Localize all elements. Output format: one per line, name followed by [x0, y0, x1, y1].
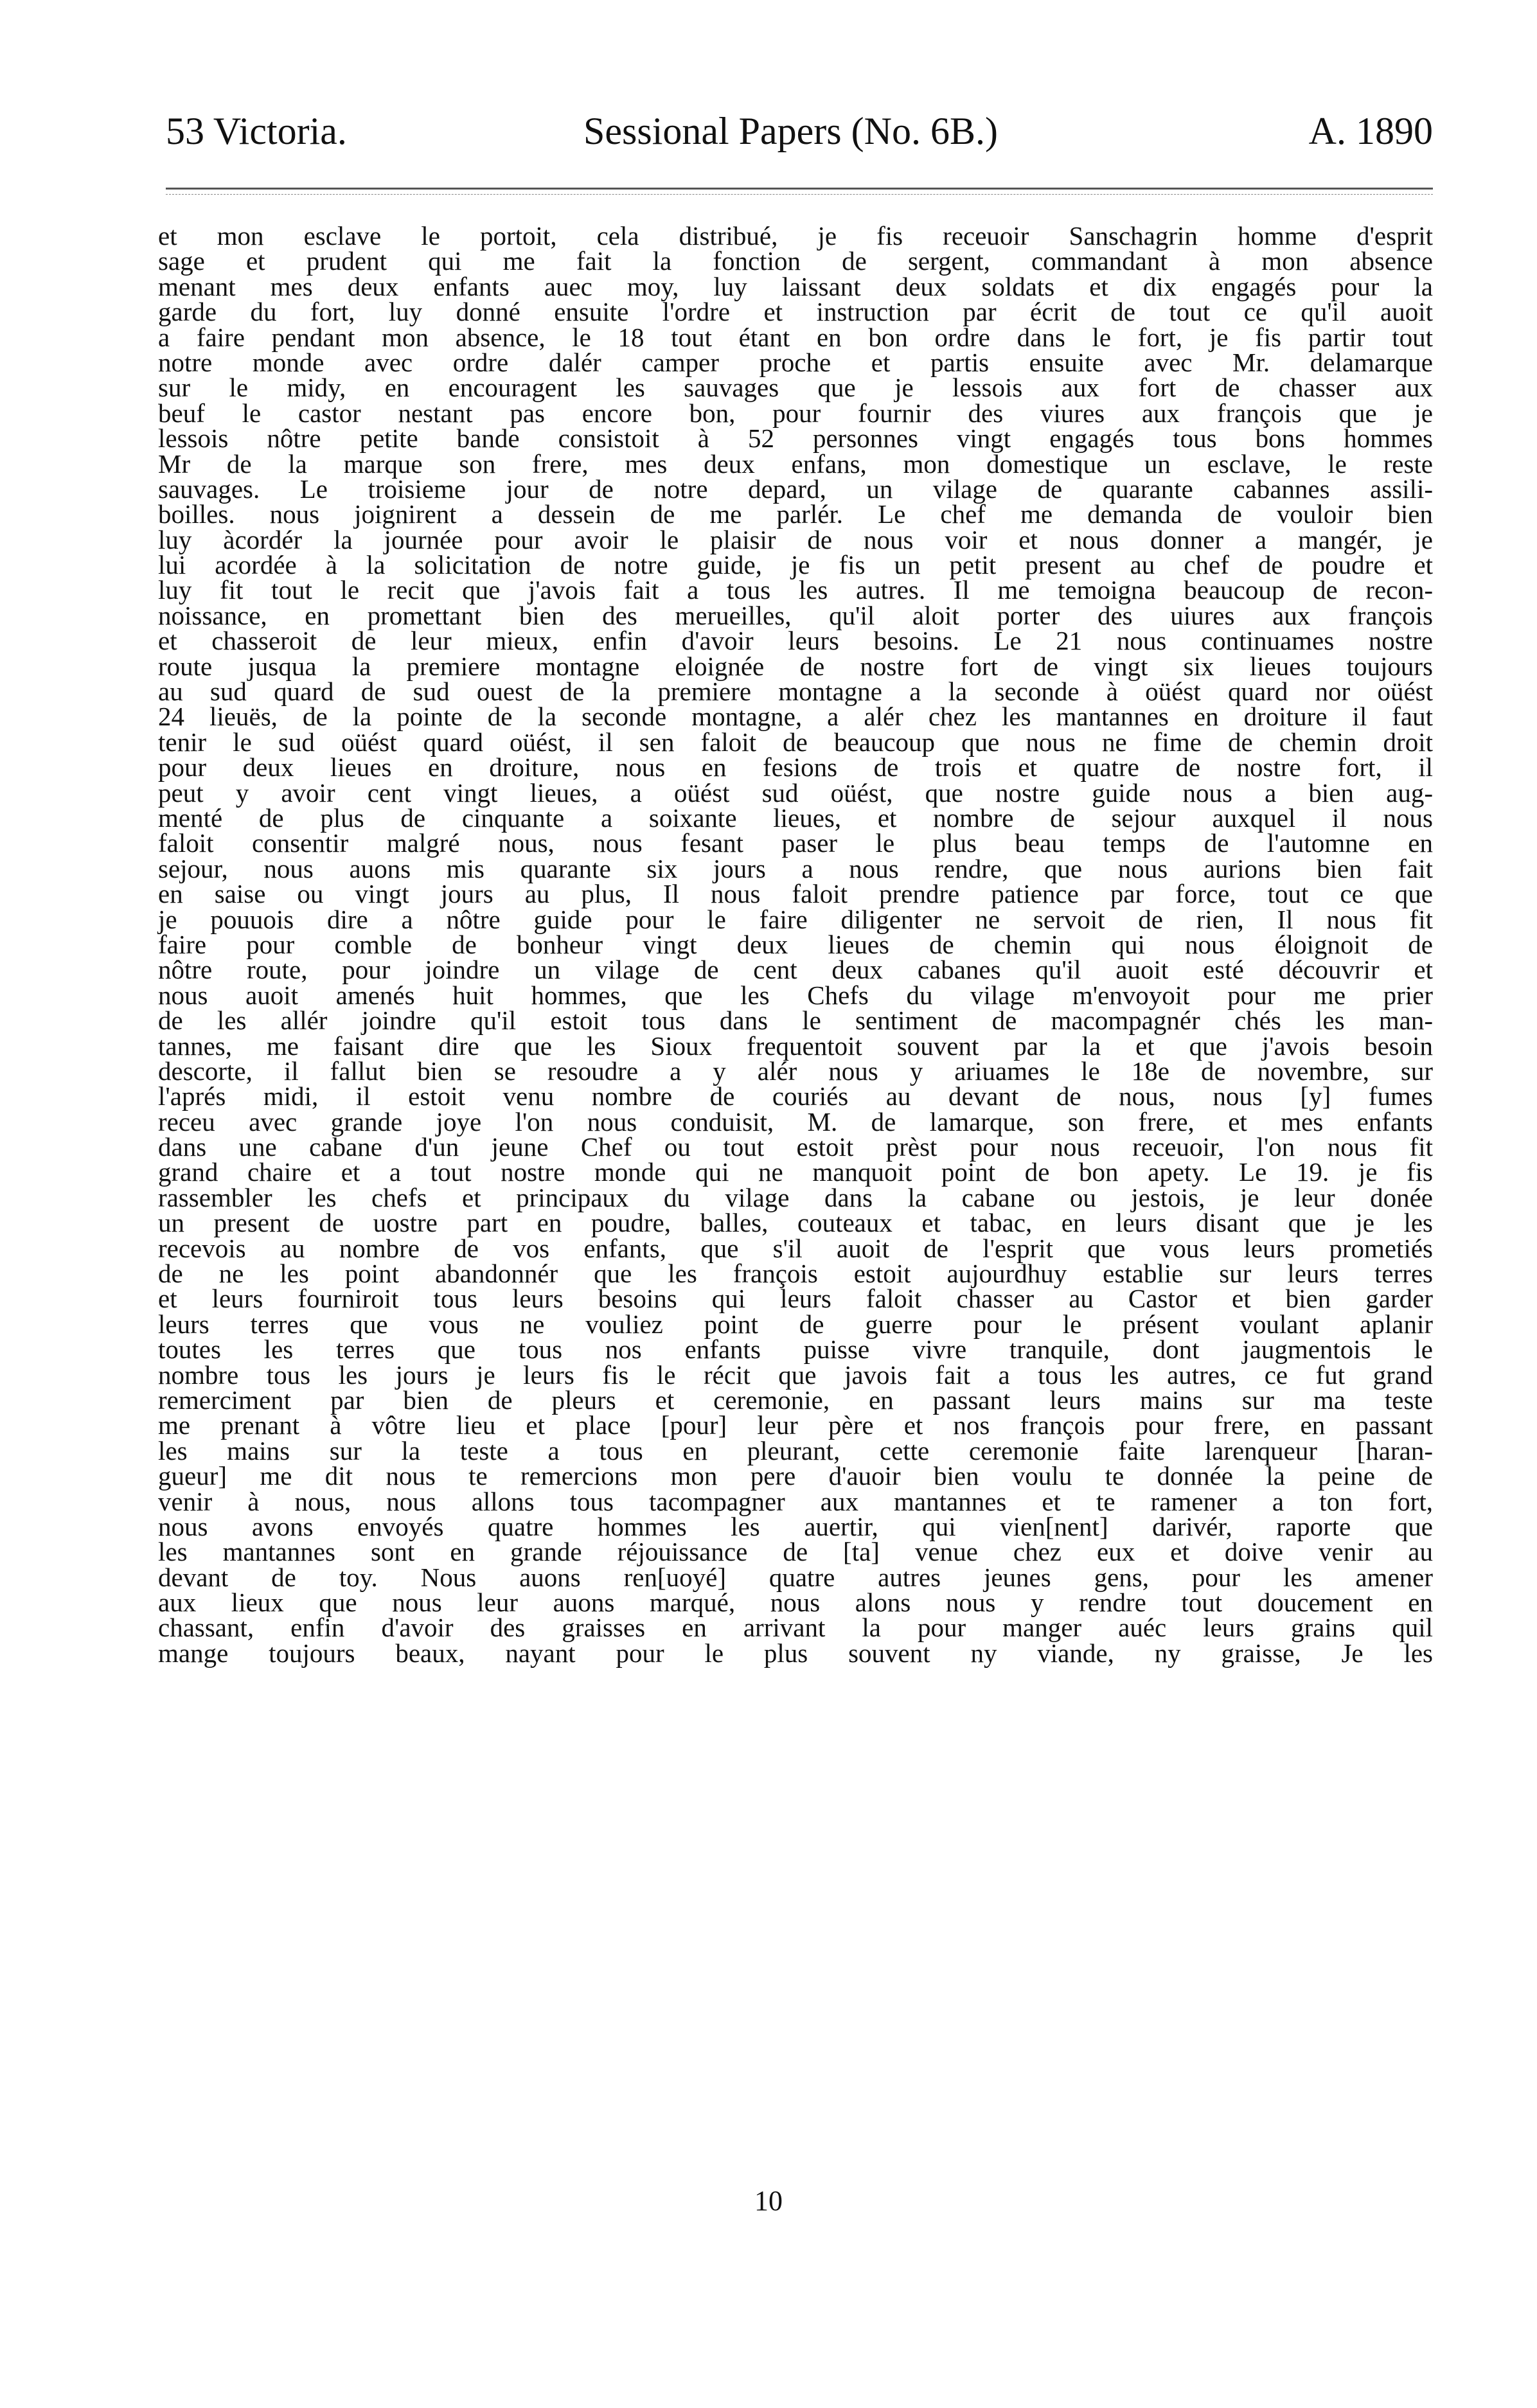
header-left: 53 Victoria.	[166, 110, 347, 152]
text-line: a faire pendant mon absence, le 18 tout étant en bon ordre dans le fort, je fis partir tout	[158, 322, 1433, 352]
text-line: venir à nous, nous allons tous tacompagner aux mantannes et te ramener a ton fort,	[158, 1486, 1433, 1516]
text-line: un present de uostre part en poudre, balles, couteaux et tabac, en leurs disant que je les	[158, 1208, 1433, 1238]
text-line: dans une cabane d'un jeune Chef ou tout estoit prèst pour nous receuoir, l'on nous fit	[158, 1132, 1433, 1162]
text-line: me prenant à vôtre lieu et place [pour] leur père et nos françois pour frere, en passant	[158, 1410, 1433, 1440]
text-line: sejour, nous auons mis quarante six jours a nous rendre, que nous aurions bien fait	[158, 853, 1433, 883]
page-header	[166, 108, 1433, 154]
header-rule-secondary	[166, 194, 1433, 195]
text-line: nous auoit amenés huit hommes, que les Chefs du vilage m'envoyoit pour me prier	[158, 980, 1433, 1010]
text-line: rassembler les chefs et principaux du vilage dans la cabane ou jestois, je leur donée	[158, 1182, 1433, 1212]
text-line: receu avec grande joye l'on nous conduisit, M. de lamarque, son frere, et mes enfants	[158, 1106, 1433, 1137]
text-line: chassant, enfin d'avoir des graisses en arrivant la pour manger auéc leurs grains quil	[158, 1613, 1433, 1643]
text-line: menant mes deux enfants auec moy, luy laissant deux soldats et dix engagés pour la	[158, 271, 1433, 301]
text-line: Mr de la marque son frere, mes deux enfans, mon domestique un esclave, le reste	[158, 448, 1433, 479]
text-line: et mon esclave le portoit, cela distribué, je fis receuoir Sanschagrin homme d'esprit	[158, 221, 1433, 251]
text-line: les mantannes sont en grande réjouissance de [ta] venue chez eux et doive venir au	[158, 1537, 1433, 1567]
text-line: luy àcordér la journée pour avoir le plaisir de nous voir et nous donner a mangér, je	[158, 524, 1433, 554]
text-line: tenir le sud oüést quard oüést, il sen faloit de beaucoup que nous ne fime de chemin droit	[158, 727, 1433, 757]
text-line: aux lieux que nous leur auons marqué, nous alons nous y rendre tout doucement en	[158, 1588, 1433, 1618]
text-line: les mains sur la teste a tous en pleurant, cette ceremonie faite larenqueur [haran-	[158, 1435, 1433, 1465]
text-line: gueur] me dit nous te remercions mon pere d'auoir bien voulu te donnée la peine de	[158, 1461, 1433, 1491]
text-line: nombre tous les jours je leurs fis le récit que javois fait a tous les autres, ce fut grand	[158, 1359, 1433, 1390]
text-line: noissance, en promettant bien des merueilles, qu'il aloit porter des uiures aux françois	[158, 600, 1433, 630]
text-line: faloit consentir malgré nous, nous fesant paser le plus beau temps de l'automne en	[158, 828, 1433, 858]
header-center: Sessional Papers (No. 6B.)	[583, 110, 998, 152]
text-line: au sud quard de sud ouest de la premiere montagne a la seconde à oüést quard nor oüést	[158, 677, 1433, 707]
text-line: garde du fort, luy donné ensuite l'ordre et instruction par écrit de tout ce qu'il auoit	[158, 297, 1433, 327]
text-line: peut y avoir cent vingt lieues, a oüést sud oüést, que nostre guide nous a bien aug-	[158, 777, 1433, 808]
text-line: tannes, me faisant dire que les Sioux frequentoit souvent par la et que j'avois besoin	[158, 1031, 1433, 1061]
text-line: l'aprés midi, il estoit venu nombre de couriés au devant de nous, nous [y] fumes	[158, 1081, 1433, 1111]
text-line: toutes les terres que tous nos enfants puisse vivre tranquile, dont jaugmentois le	[158, 1334, 1433, 1365]
text-line: lui acordée à la solicitation de notre guide, je fis un petit present au chef de poudre et	[158, 550, 1433, 580]
text-line: lessois nôtre petite bande consistoit à 52 personnes vingt engagés tous bons hommes	[158, 423, 1433, 454]
text-line: et chasseroit de leur mieux, enfin d'avoir leurs besoins. Le 21 nous continuames nostre	[158, 626, 1433, 656]
text-line: notre monde avec ordre dalér camper proche et partis ensuite avec Mr. delamarque	[158, 347, 1433, 377]
text-line: de ne les point abandonnér que les françois estoit aujourdhuy establie sur leurs terres	[158, 1259, 1433, 1289]
text-line: sauvages. Le troisieme jour de notre depard, un vilage de quarante cabannes assili-	[158, 474, 1433, 504]
text-line: pour deux lieues en droiture, nous en fesions de trois et quatre de nostre fort, il	[158, 752, 1433, 783]
header-rule	[166, 188, 1433, 190]
text-line: devant de toy. Nous auons ren[uoyé] quatre autres jeunes gens, pour les amener	[158, 1562, 1433, 1592]
text-line: mange toujours beaux, nayant pour le plus souvent ny viande, ny graisse, Je les	[158, 1638, 1433, 1668]
page-number: 10	[754, 2185, 783, 2217]
text-line: boilles. nous joignirent a dessein de me parlér. Le chef me demanda de vouloir bien	[158, 499, 1433, 529]
text-line: de les allér joindre qu'il estoit tous dans le sentiment de macompagnér chés les man-	[158, 1005, 1433, 1036]
text-line: 24 lieuës, de la pointe de la seconde montagne, a alér chez les mantannes en droiture il faut	[158, 702, 1433, 732]
text-line: menté de plus de cinquante a soixante lieues, et nombre de sejour auxquel il nous	[158, 802, 1433, 833]
text-line: remerciment par bien de pleurs et ceremonie, en passant leurs mains sur ma teste	[158, 1385, 1433, 1415]
text-line: et leurs fourniroit tous leurs besoins qui leurs faloit chasser au Castor et bien garder	[158, 1284, 1433, 1314]
text-line: luy fit tout le recit que j'avois fait a tous les autres. Il me temoigna beaucoup de recon-	[158, 575, 1433, 605]
text-line: je pouuois dire a nôtre guide pour le faire diligenter ne servoit de rien, Il nous fit	[158, 904, 1433, 934]
text-line: route jusqua la premiere montagne eloignée de nostre fort de vingt six lieues toujours	[158, 651, 1433, 681]
text-line: sage et prudent qui me fait la fonction de sergent, commandant à mon absence	[158, 246, 1433, 276]
body-text	[158, 221, 1433, 1668]
text-line: grand chaire et a tout nostre monde qui ne manquoit point de bon apety. Le 19. je fis	[158, 1157, 1433, 1187]
text-line: en saise ou vingt jours au plus, Il nous faloit prendre patience par force, tout ce que	[158, 879, 1433, 909]
text-line: nôtre route, pour joindre un vilage de cent deux cabanes qu'il auoit esté découvrir et	[158, 955, 1433, 985]
text-line: faire pour comble de bonheur vingt deux lieues de chemin qui nous éloignoit de	[158, 929, 1433, 959]
header-right: A. 1890	[1308, 110, 1433, 152]
text-line: nous avons envoyés quatre hommes les auertir, qui vien[nent] darivér, raporte que	[158, 1511, 1433, 1541]
text-line: recevois au nombre de vos enfants, que s'il auoit de l'esprit que vous leurs prometiés	[158, 1233, 1433, 1263]
text-line: sur le midy, en encouragent les sauvages que je lessois aux fort de chasser aux	[158, 373, 1433, 403]
text-line: descorte, il fallut bien se resoudre a y alér nous y ariuames le 18e de novembre, sur	[158, 1056, 1433, 1086]
text-line: beuf le castor nestant pas encore bon, pour fournir des viures aux françois que je	[158, 398, 1433, 428]
text-line: leurs terres que vous ne vouliez point de guerre pour le présent voulant aplanir	[158, 1309, 1433, 1339]
